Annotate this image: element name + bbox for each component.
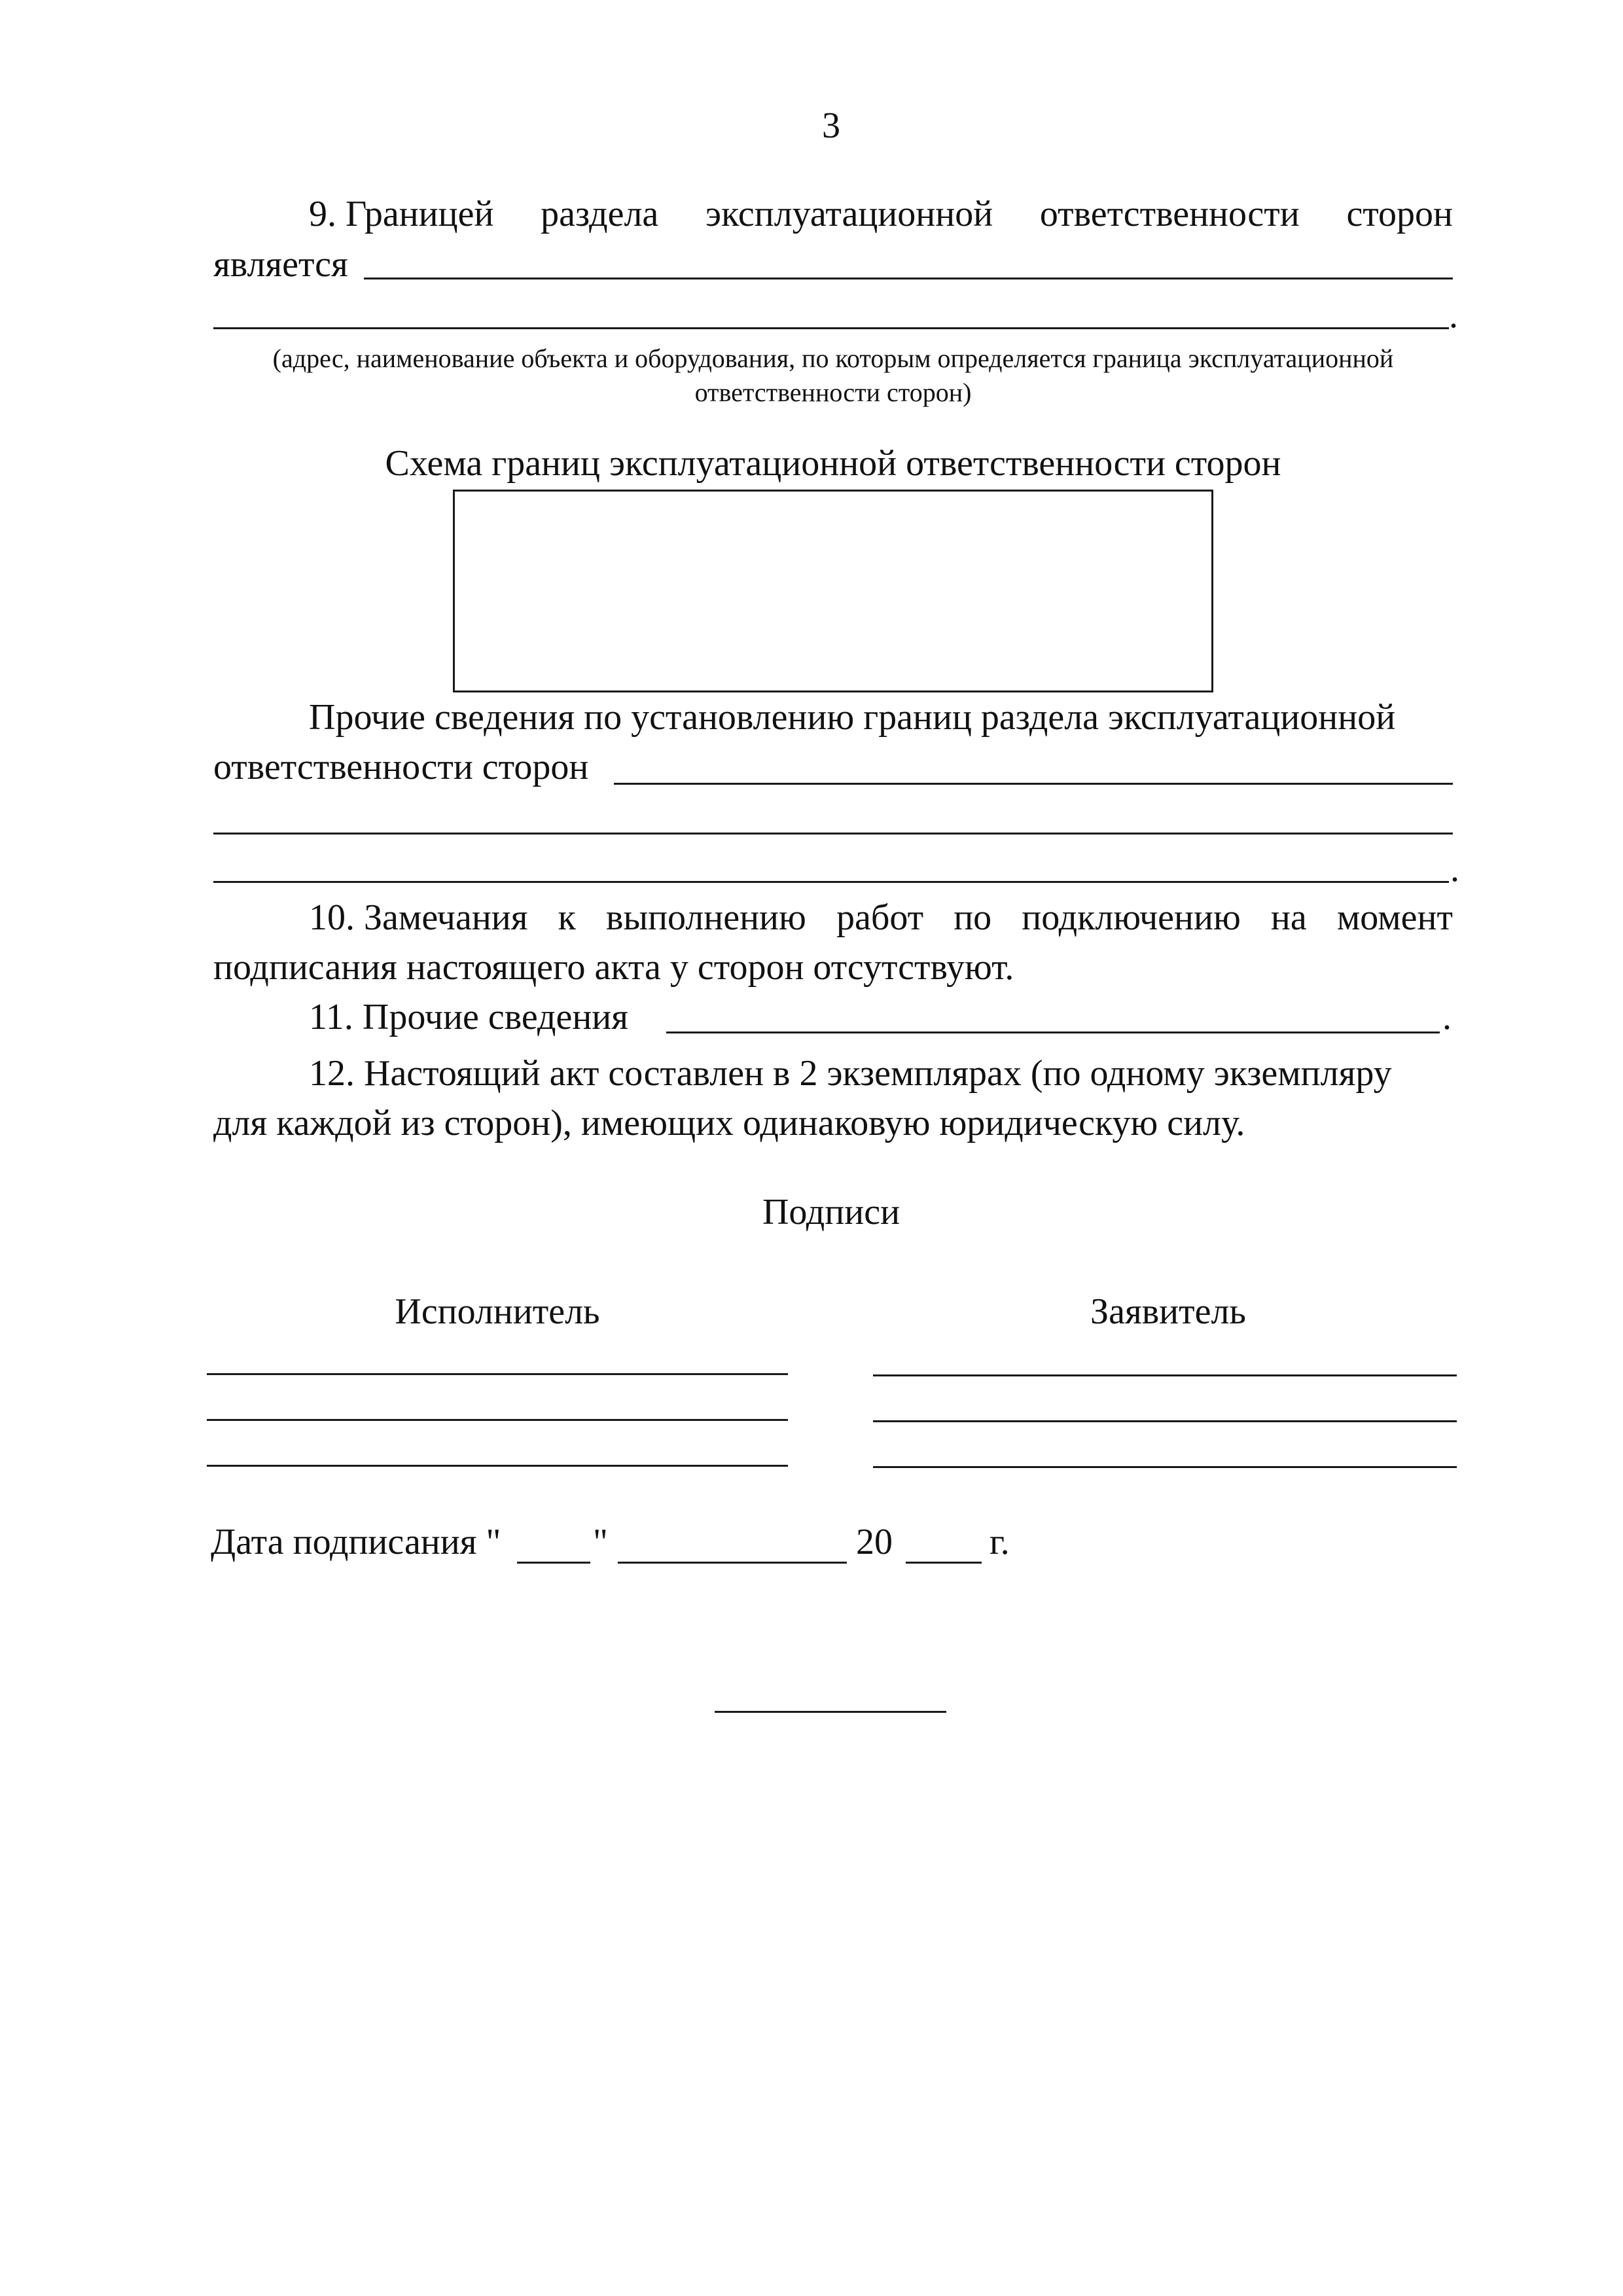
scheme-title: Схема границ эксплуатационной ответственности сторон xyxy=(385,443,1281,484)
section10-word: момент xyxy=(1336,897,1453,938)
section10-word: работ xyxy=(836,897,924,938)
executor-signature-line-3[interactable] xyxy=(207,1465,788,1467)
section9-continuation: является xyxy=(213,244,348,285)
section10-word: 10. Замечания xyxy=(309,897,528,938)
page-number: 3 xyxy=(822,105,840,146)
section10-word: подключению xyxy=(1022,897,1241,938)
executor-label: Исполнитель xyxy=(395,1291,600,1332)
date-year-line[interactable] xyxy=(906,1562,982,1564)
executor-signature-line-2[interactable] xyxy=(207,1419,788,1421)
applicant-label: Заявитель xyxy=(1090,1291,1246,1332)
date-quote-close: " xyxy=(593,1522,608,1562)
section9-word: 9. Границей xyxy=(309,194,494,234)
section9-fill-line-2[interactable] xyxy=(213,327,1449,329)
section9-fill-line-1[interactable] xyxy=(364,278,1453,279)
closing-divider xyxy=(715,1711,946,1713)
section10-word: к xyxy=(558,897,576,938)
applicant-signature-line-1[interactable] xyxy=(873,1374,1457,1376)
other-info-fill-line-2[interactable] xyxy=(213,833,1453,834)
section10-word: выполнению xyxy=(606,897,806,938)
section10-line2: подписания настоящего акта у сторон отсутствуют. xyxy=(213,947,1014,988)
section12-line2: для каждой из сторон), имеющих одинаковую юридическую силу. xyxy=(213,1103,1245,1143)
signatures-title: Подписи xyxy=(762,1192,901,1232)
section11-fill-line[interactable] xyxy=(666,1031,1440,1033)
date-day-line[interactable] xyxy=(517,1562,590,1564)
other-info-fill-line-3[interactable] xyxy=(213,881,1449,883)
applicant-signature-line-3[interactable] xyxy=(873,1466,1457,1468)
section9-end-mark: . xyxy=(1449,295,1458,336)
date-label: Дата подписания " xyxy=(211,1522,501,1562)
section9-line1 xyxy=(309,193,1453,235)
section11-label: 11. Прочие сведения xyxy=(309,997,629,1037)
other-info-line2: ответственности сторон xyxy=(213,747,589,787)
section10-line1 xyxy=(309,897,1453,939)
section9-word: ответственности xyxy=(1039,194,1300,234)
date-year-suffix: г. xyxy=(990,1522,1010,1562)
section9-word: сторон xyxy=(1346,194,1453,234)
scheme-box[interactable] xyxy=(453,490,1213,692)
section9-word: эксплуатационной xyxy=(705,194,993,234)
section11-end-mark: . xyxy=(1442,997,1452,1037)
section12-line1: 12. Настоящий акт составлен в 2 экземплярах (по одному экземпляру xyxy=(309,1053,1392,1094)
other-info-line1: Прочие сведения по установлению границ раздела эксплуатационной xyxy=(309,697,1396,738)
date-month-line[interactable] xyxy=(618,1562,847,1564)
executor-signature-line-1[interactable] xyxy=(207,1373,788,1375)
section9-caption-2: ответственности сторон) xyxy=(694,378,972,407)
section9-word: раздела xyxy=(541,194,659,234)
applicant-signature-line-2[interactable] xyxy=(873,1420,1457,1422)
section9-caption-1: (адрес, наименование объекта и оборудования, по которым определяется граница эксплуатационной xyxy=(272,344,1394,373)
other-info-end-mark: . xyxy=(1450,849,1459,889)
section10-word: на xyxy=(1270,897,1307,938)
section10-word: по xyxy=(954,897,992,938)
date-year-prefix: 20 xyxy=(856,1522,893,1562)
other-info-fill-line-1[interactable] xyxy=(614,783,1453,785)
